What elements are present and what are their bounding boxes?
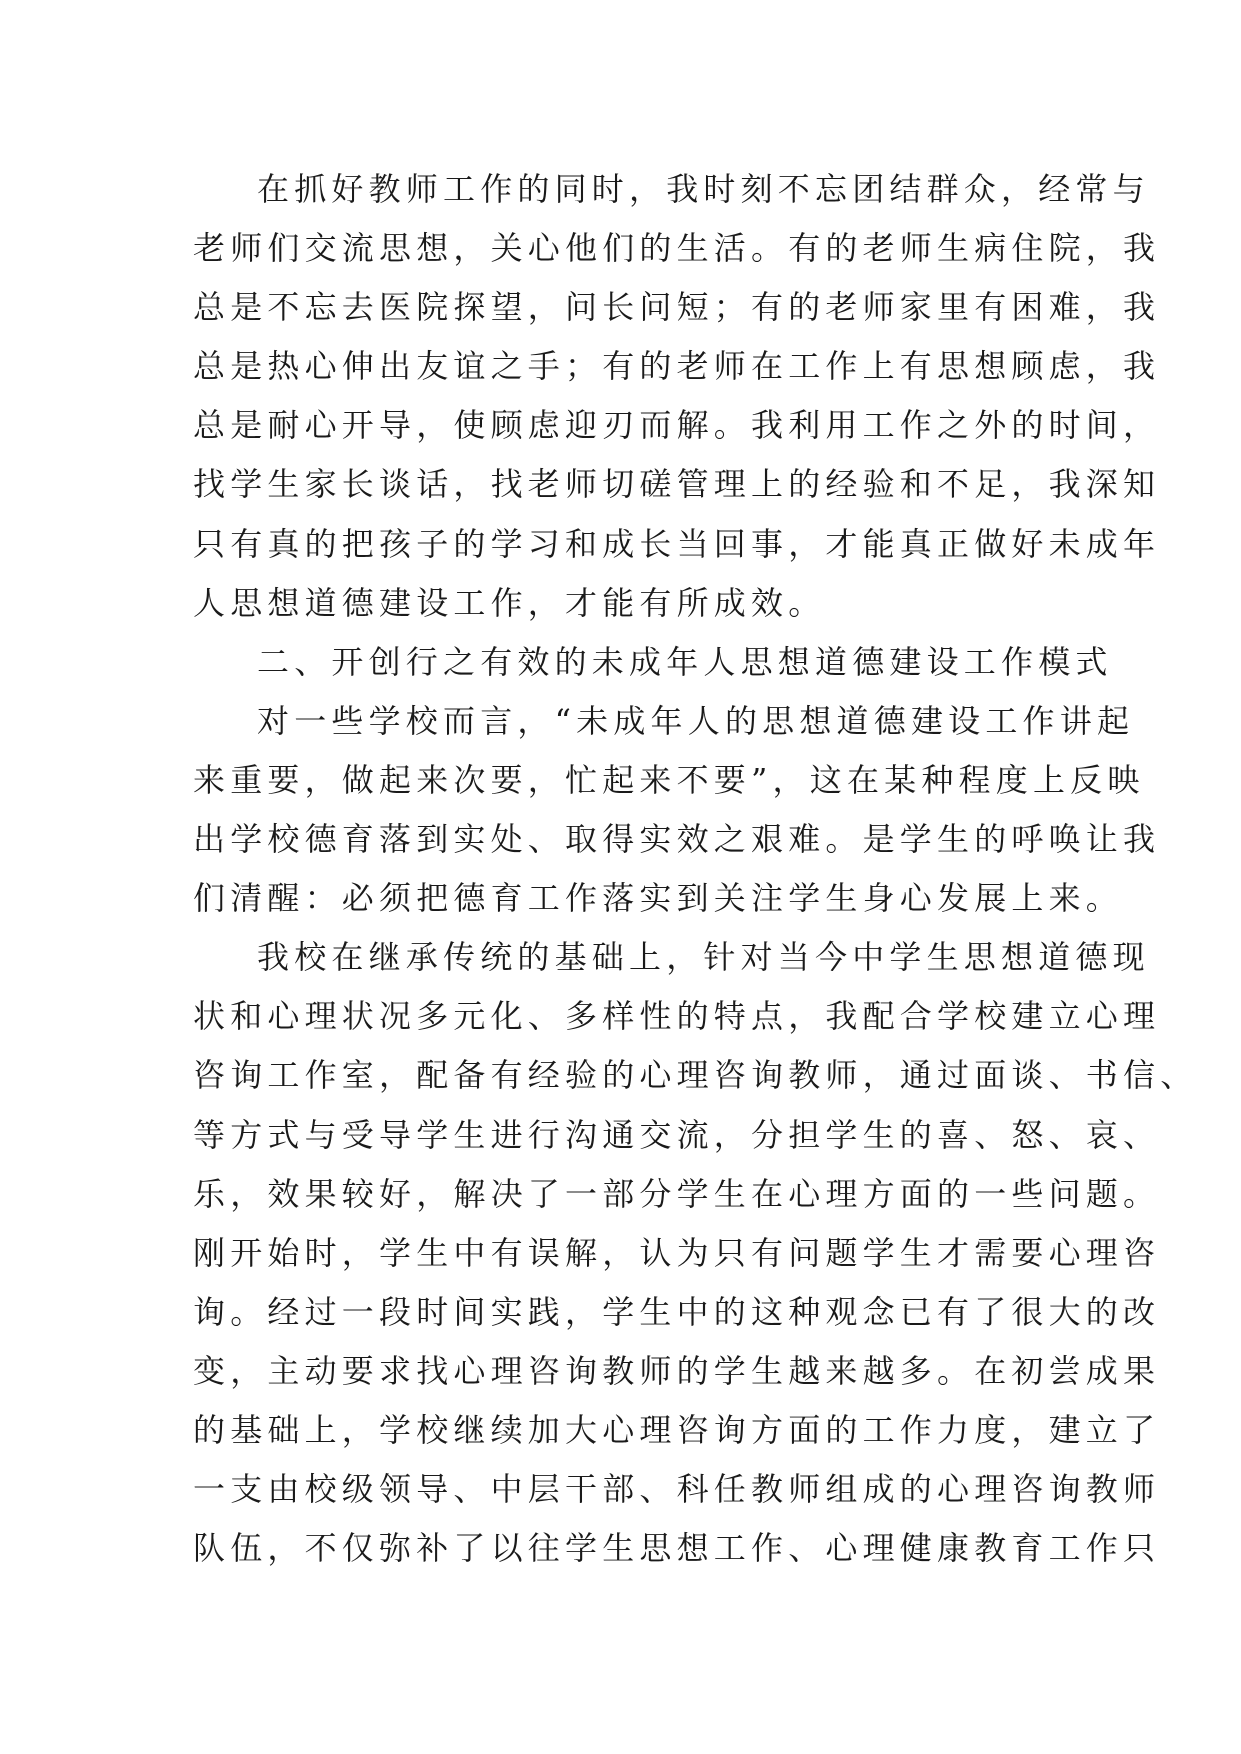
text-line: 在抓好教师工作的同时，我时刻不忘团结群众，经常与	[257, 170, 1150, 208]
text-line: 咨询工作室，配备有经验的心理咨询教师，通过面谈、书信、	[193, 1056, 1198, 1095]
text-line: 人思想道德建设工作，才能有所成效。	[193, 583, 826, 622]
text-line: 一支由校级领导、中层干部、科任教师组成的心理咨询教师	[193, 1470, 1161, 1509]
text-line: 出学校德育落到实处、取得实效之艰难。是学生的呼唤让我	[193, 820, 1161, 859]
body-text	[193, 160, 1198, 1578]
text-line: 乐，效果较好，解决了一部分学生在心理方面的一些问题。	[193, 1174, 1161, 1213]
text-line: 等方式与受导学生进行沟通交流，分担学生的喜、怒、哀、	[193, 1115, 1161, 1154]
text-line: 刚开始时，学生中有误解，认为只有问题学生才需要心理咨	[193, 1233, 1161, 1272]
text-line: 们清醒：必须把德育工作落实到关注学生身心发展上来。	[193, 879, 1124, 918]
text-line: 来重要，做起来次要，忙起来不要”，这在某种程度上反映	[193, 760, 1145, 799]
text-line: 总是耐心开导，使顾虑迎刃而解。我利用工作之外的时间，	[193, 406, 1161, 445]
text-line: 总是热心伸出友谊之手；有的老师在工作上有思想顾虑，我	[193, 347, 1161, 386]
text-line: 老师们交流思想，关心他们的生活。有的老师生病住院，我	[193, 229, 1161, 268]
text-line: 队伍，不仅弥补了以往学生思想工作、心理健康教育工作只	[193, 1529, 1161, 1568]
text-line: 只有真的把孩子的学习和成长当回事，才能真正做好未成年	[193, 524, 1161, 563]
text-line: 的基础上，学校继续加大心理咨询方面的工作力度，建立了	[193, 1410, 1161, 1449]
text-line: 状和心理状况多元化、多样性的特点，我配合学校建立心理	[193, 997, 1161, 1036]
text-line: 总是不忘去医院探望，问长问短；有的老师家里有困难，我	[193, 288, 1161, 327]
text-line: 我校在继承传统的基础上，针对当今中学生思想道德现	[257, 938, 1150, 977]
text-line: 变，主动要求找心理咨询教师的学生越来越多。在初尝成果	[193, 1351, 1161, 1390]
text-line: 二、开创行之有效的未成年人思想道德建设工作模式	[257, 642, 1113, 681]
text-line: 找学生家长谈话，找老师切磋管理上的经验和不足，我深知	[193, 465, 1161, 504]
text-line: 询。经过一段时间实践，学生中的这种观念已有了很大的改	[193, 1292, 1161, 1331]
text-line: 对一些学校而言，“未成年人的思想道德建设工作讲起	[257, 701, 1135, 740]
